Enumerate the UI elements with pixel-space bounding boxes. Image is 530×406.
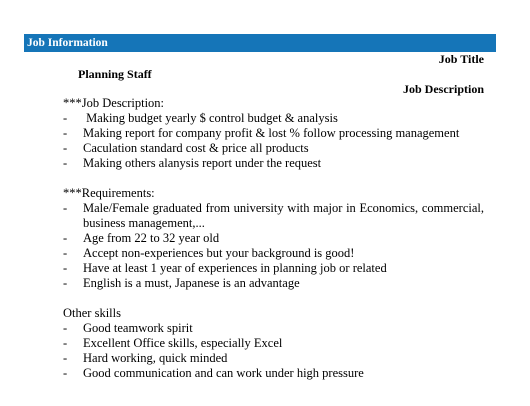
requirement-item: - Accept non-experiences but your background is good!: [63, 246, 484, 261]
description-item: - Caculation standard cost & price all products: [63, 141, 484, 156]
skill-item: - Good teamwork spirit: [63, 321, 484, 336]
description-item: - Making report for company profit & lost % follow processing management: [63, 126, 484, 141]
description-item: - Making others alanysis report under the request: [63, 156, 484, 171]
job-information-header: [24, 34, 496, 52]
description-list: [63, 111, 484, 171]
job-content: [63, 96, 484, 381]
other-skills-list: [63, 321, 484, 381]
job-title-label: Job Title: [438, 52, 484, 66]
requirement-item: - English is a must, Japanese is an advantage: [63, 276, 484, 291]
skill-item: - Excellent Office skills, especially Excel: [63, 336, 484, 351]
requirements-heading: ***Requirements:: [63, 186, 155, 200]
header-title: Job Information: [27, 37, 108, 49]
job-description-label: Job Description: [403, 82, 484, 96]
skill-item: - Good communication and can work under high pressure: [63, 366, 484, 381]
description-heading: ***Job Description:: [63, 96, 165, 110]
requirement-item: - Male/Female graduated from university with major in Economics, commercial, business management,...: [63, 201, 484, 231]
requirement-item: - Age from 22 to 32 year old: [63, 231, 484, 246]
job-title-value: Planning Staff: [78, 67, 152, 81]
skill-item: - Hard working, quick minded: [63, 351, 484, 366]
other-skills-heading: Other skills: [63, 306, 121, 320]
requirement-item: - Have at least 1 year of experiences in planning job or related: [63, 261, 484, 276]
description-item: - Making budget yearly $ control budget & analysis: [63, 111, 484, 126]
requirements-list: [63, 201, 484, 291]
